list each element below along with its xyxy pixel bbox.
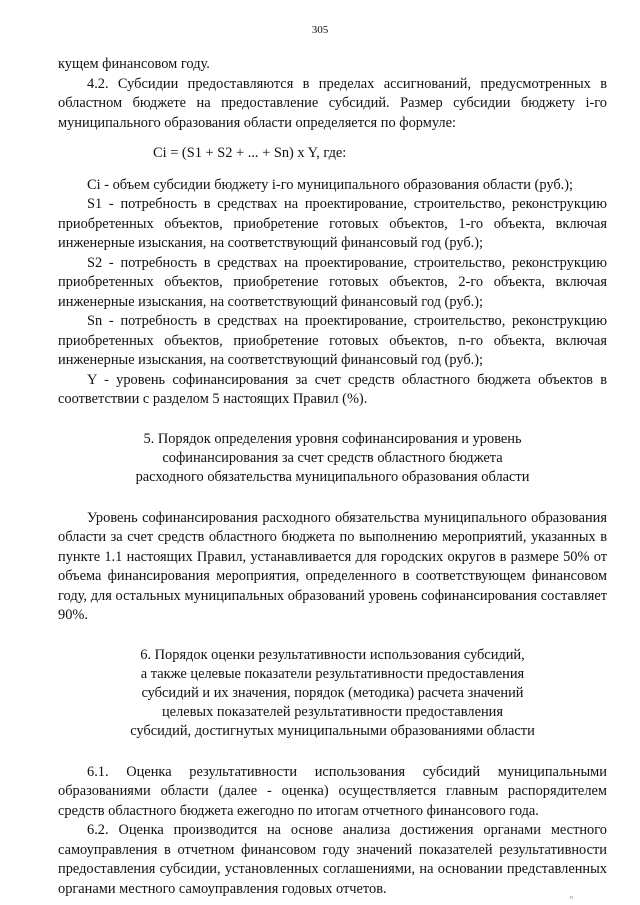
document-body [58,55,607,899]
paragraph-continuation: кущем финансовом году. [58,56,210,72]
section-6-heading-line: целевых показателей результативности предоставления [161,703,503,720]
subsidy-formula: Ci = (S1 + S2 + ... + Sn) x Y, где: [153,145,347,161]
section-6-heading-line: 6. Порядок оценки результативности использования субсидий, [140,646,525,663]
section-6-heading [58,646,607,741]
section-5-heading-line: софинансирования за счет средств областного бюджета [162,449,503,466]
section-5-heading [58,430,607,487]
section-6-heading-line: субсидий, достигнутых муниципальными образованиями области [130,722,535,739]
paragraph-6-1: 6.1. Оценка результативности использования субсидий муниципальными образованиями области (далее - оценка) осуществляется главным распорядителем средств областного бюджета ежегодно по итогам отчетного финансового года. [58,763,607,819]
page-number: 305 [311,24,329,36]
definition-s2: S2 - потребность в средствах на проектирование, строительство, реконструкцию приобретенных объектов, приобретение готовых объектов, 2-го объекта, включая инженерные изыскания, на соответствующий финансовый год (руб.); [58,254,607,310]
paragraph-6-2: 6.2. Оценка производится на основе анализа достижения органами местного самоуправления в отчетном финансовом году значений показателей результативности предоставления субсидии, установленных соглашениями, на основании представленных органами местного самоуправления годовых отчетов. [58,822,607,897]
paragraph-4-2: 4.2. Субсидии предоставляются в пределах ассигнований, предусмотренных в областном бюджете на предоставление субсидий. Размер субсидии бюджету i-го муниципального образования области определяется по формуле: [58,75,607,131]
definition-sn: Sn - потребность в средствах на проектирование, строительство, реконструкцию приобретенных объектов, приобретение готовых объектов, n-го объекта, включая инженерные изыскания, на соответствующий финансовый год (руб.); [58,313,607,368]
section-6-heading-line: субсидий и их значения, порядок (методика) расчета значений [141,684,524,701]
section-5-heading-line: расходного обязательства муниципального образования области [135,468,530,485]
corner-mark: п [569,895,573,901]
section-6-heading-line: а также целевые показатели результативности предоставления [140,665,525,682]
definition-s1: S1 - потребность в средствах на проектирование, строительство, реконструкцию приобретенных объектов, приобретение готовых объектов, 1-го объекта, включая инженерные изыскания, на соответствующий финансовый год (руб.); [58,196,607,251]
section-5-text: Уровень софинансирования расходного обязательства муниципального образования области за счет средств областного бюджета по выполнению мероприятий, указанных в пункте 1.1 настоящих Правил, устанавливается для городских округов в размере 50% от объема финансирования мероприятия, определенного в соответствующем финансовом году, для остальных муниципальных образований уровень софинансирования составляет 90%. [58,509,607,623]
section-5-heading-line: 5. Порядок определения уровня софинансирования и уровень [143,430,522,447]
definition-ci: Ci - объем субсидии бюджету i-го муниципального образования области (руб.); [87,176,574,193]
definition-y: Y - уровень софинансирования за счет средств областного бюджета объектов в соответствии с разделом 5 настоящих Правил (%). [58,371,607,407]
